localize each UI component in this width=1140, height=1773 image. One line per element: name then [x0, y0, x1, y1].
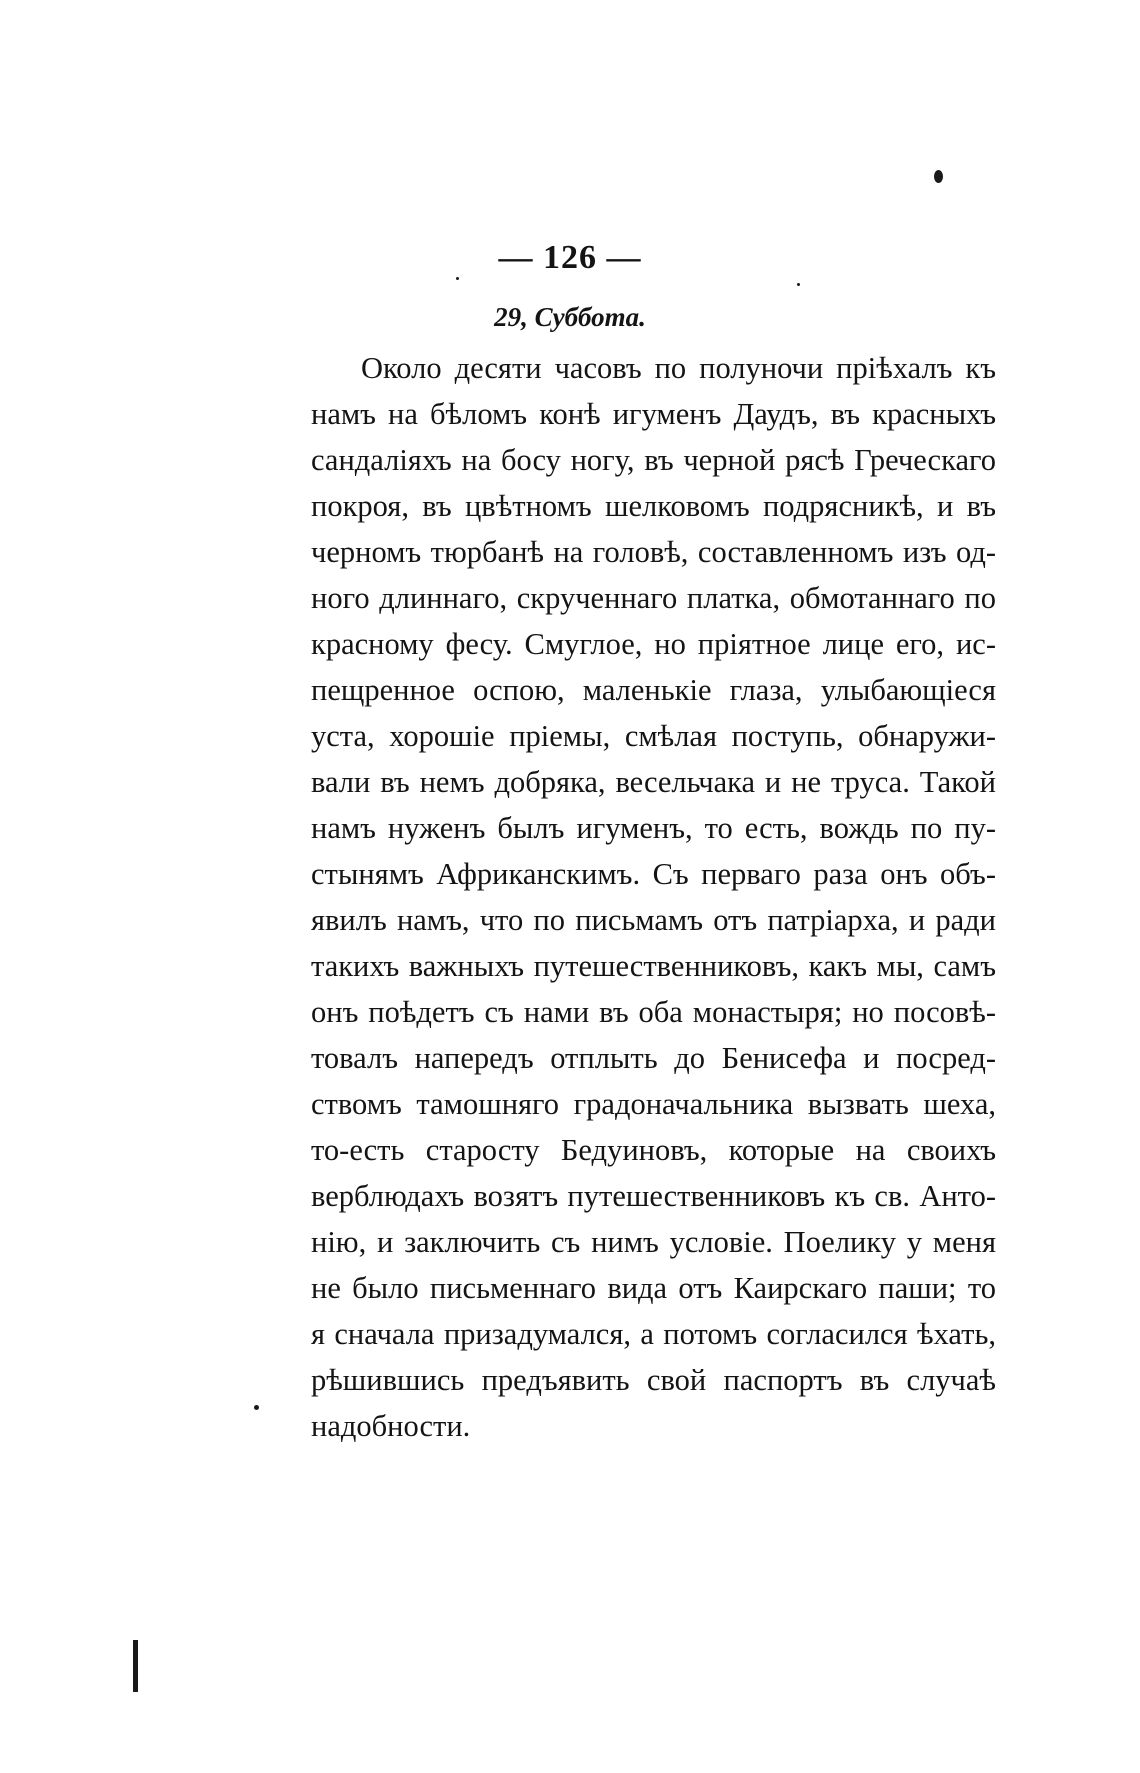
- text-line: Около десяти часовъ по полуночи пріѣхалъ къ: [361, 351, 996, 385]
- text-line: стынямъ Африканскимъ. Съ перваго раза онъ объ-: [311, 857, 996, 891]
- text-line: ного длиннаго, скрученнаго платка, обмотаннаго по: [311, 581, 996, 615]
- text-line: намъ нуженъ былъ игуменъ, то есть, вождь по пу-: [311, 811, 996, 845]
- text-line: пещренное оспою, маленькіе глаза, улыбающіеся: [311, 673, 996, 707]
- text-line: надобности.: [311, 1409, 471, 1443]
- text-line: явилъ намъ, что по письмамъ отъ патріарха, и ради: [311, 903, 996, 937]
- margin-mark: [133, 1640, 138, 1692]
- text-line: то-есть старосту Бедуиновъ, которые на своихъ: [311, 1133, 996, 1167]
- text-line: уста, хорошіе пріемы, смѣлая поступь, обнаружи-: [311, 719, 996, 753]
- text-line: сандаліяхъ на босу ногу, въ черной рясѣ Греческаго: [311, 443, 996, 477]
- entry-heading: 29, Суббота.: [494, 302, 646, 332]
- text-line: покроя, въ цвѣтномъ шелковомъ подрясникѣ, и въ: [311, 489, 996, 523]
- page-number: — 126 —: [498, 239, 642, 276]
- text-line: я сначала призадумался, а потомъ согласился ѣхать,: [311, 1317, 996, 1351]
- text-line: вали въ немъ добряка, весельчака и не труса. Такой: [311, 765, 996, 799]
- ink-speck: [934, 170, 943, 183]
- text-line: верблюдахъ возятъ путешественниковъ къ св. Анто-: [311, 1179, 996, 1213]
- ink-speck: [797, 283, 800, 286]
- text-line: ствомъ тамошняго градоначальника вызвать шеха,: [311, 1087, 996, 1121]
- text-line: рѣшившись предъявить свой паспортъ въ случаѣ: [311, 1363, 996, 1397]
- text-line: намъ на бѣломъ конѣ игуменъ Даудъ, въ красныхъ: [311, 397, 996, 431]
- ink-speck: [254, 1405, 259, 1410]
- text-line: черномъ тюрбанѣ на головѣ, составленномъ изъ од-: [311, 535, 996, 569]
- text-line: такихъ важныхъ путешественниковъ, какъ мы, самъ: [311, 949, 996, 983]
- text-line: нію, и заключить съ нимъ условіе. Поелику у меня: [311, 1225, 996, 1259]
- text-line: не было письменнаго вида отъ Каирскаго паши; то: [311, 1271, 996, 1305]
- text-line: красному фесу. Смуглое, но пріятное лице его, ис-: [311, 627, 996, 661]
- text-line: онъ поѣдетъ съ нами въ оба монастыря; но посовѣ-: [311, 995, 996, 1029]
- text-line: товалъ напередъ отплыть до Бенисефа и посред-: [311, 1041, 996, 1075]
- paragraph: [311, 345, 996, 1449]
